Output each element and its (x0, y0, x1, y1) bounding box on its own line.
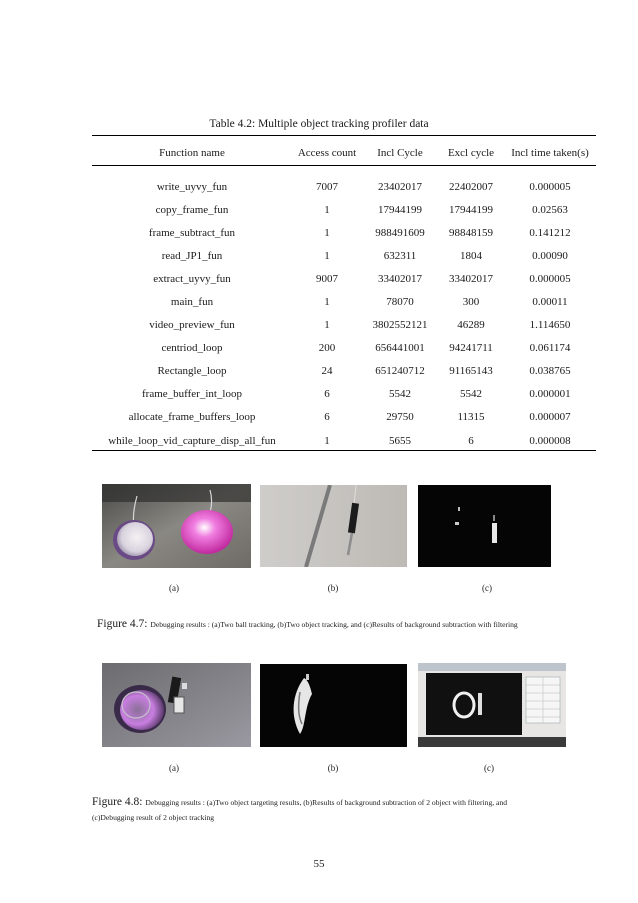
table-cell: 1 (324, 249, 330, 262)
table-row (92, 267, 596, 290)
table-cell: 23402017 (378, 180, 422, 193)
table-row (92, 406, 596, 429)
column-header: Incl time taken(s) (511, 147, 589, 159)
table-cell: 46289 (457, 319, 485, 332)
table-cell: 5542 (460, 388, 482, 401)
profiler-table (92, 141, 596, 452)
table-cell: 0.000008 (529, 434, 571, 447)
table-cell: 94241711 (449, 342, 493, 355)
page-number: 55 (313, 858, 325, 870)
table-cell: 0.00011 (532, 296, 568, 309)
table-cell: while_loop_vid_capture_disp_all_fun (108, 434, 276, 447)
table-cell: write_uyvy_fun (156, 180, 228, 193)
table-cell: 17944199 (378, 203, 422, 216)
table-cell: 6 (324, 388, 330, 401)
figure-4-8-caption-text-line1: Debugging results : (a)Two object targeting results, (b)Results of background subtraction of 2 object with filtering, and (145, 798, 507, 807)
table-cell: 0.141212 (529, 226, 571, 239)
table-cell: 29750 (386, 411, 414, 424)
figure-4-7-caption (97, 617, 597, 631)
table-cell: 0.000001 (529, 388, 571, 401)
table-cell: 0.000007 (529, 411, 571, 424)
table-cell: centriod_loop (161, 342, 223, 355)
table-cell: allocate_frame_buffers_loop (128, 411, 256, 424)
table-cell: 91165143 (449, 365, 493, 378)
table-row (92, 314, 596, 337)
table-cell: 6 (324, 411, 330, 424)
table-cell: 1 (324, 319, 330, 332)
figure-4-8a-label: (a) (169, 763, 179, 773)
table-row (92, 290, 596, 313)
figure-4-7c-image (418, 485, 551, 567)
column-header: Access count (297, 147, 357, 159)
table-cell: 1804 (460, 249, 482, 262)
figure-4-7b-image (260, 485, 407, 567)
table-cell: 33402017 (449, 272, 493, 285)
figure-4-7-caption-text: Debugging results : (a)Two ball tracking, (b)Two object tracking, and (c)Results of background subtraction with filtering (150, 620, 518, 629)
table-cell: 0.000005 (529, 180, 571, 193)
table-cell: 0.061174 (529, 342, 571, 355)
figure-4-8a-image (102, 663, 251, 747)
table-row (92, 198, 596, 221)
table-cell: 78070 (386, 296, 414, 309)
table-cell: 7007 (316, 180, 338, 193)
table-row (92, 429, 596, 452)
table-cell: 300 (462, 296, 480, 309)
column-header: Function name (159, 147, 225, 159)
table-cell: 200 (318, 342, 336, 355)
table-cell: 5655 (389, 434, 411, 447)
table-cell: 651240712 (375, 365, 425, 378)
table-cell: 3802552121 (372, 319, 428, 332)
figure-4-7a-label: (a) (169, 583, 179, 593)
table-cell: 9007 (316, 272, 338, 285)
table-cell: 17944199 (449, 203, 493, 216)
table-row (92, 360, 596, 383)
table-row (92, 383, 596, 406)
table-cell: 22402007 (449, 180, 493, 193)
figure-4-8-caption-text-line2: (c)Debugging result of 2 object tracking (92, 813, 215, 823)
table-row (92, 337, 596, 360)
table-cell: 0.02563 (532, 203, 568, 216)
figure-4-8b-image (260, 664, 407, 747)
table-cell: frame_subtract_fun (148, 226, 236, 239)
table-cell: video_preview_fun (149, 319, 235, 332)
figure-4-8c-label: (c) (484, 763, 494, 773)
figure-4-8c-image (418, 663, 566, 747)
table-row (92, 175, 596, 198)
table-row (92, 244, 596, 267)
table-cell: 0.038765 (529, 365, 571, 378)
column-header: Excl cycle (447, 147, 495, 159)
table-cell: 1.114650 (529, 319, 571, 332)
table-cell: 24 (321, 365, 333, 378)
figure-4-8-caption (92, 795, 622, 823)
table-cell: main_fun (170, 296, 214, 309)
table-cell: Rectangle_loop (157, 365, 227, 378)
table-cell: 6 (468, 434, 474, 447)
table-cell: copy_frame_fun (155, 203, 229, 216)
table-cell: extract_uyvy_fun (153, 272, 231, 285)
figure-4-8b-label: (b) (327, 763, 339, 773)
table-cell: read_JP1_fun (161, 249, 223, 262)
figure-4-7-caption-label: Figure 4.7: (97, 618, 148, 630)
table-cell: 1 (324, 434, 330, 447)
table-cell: 1 (324, 296, 330, 309)
table-cell: 11315 (457, 411, 485, 424)
figure-4-8-caption-label: Figure 4.8: (92, 796, 143, 808)
table-top-rule (92, 135, 596, 136)
table-cell: 632311 (383, 249, 417, 262)
figure-4-7a-image (102, 484, 251, 568)
table-row (92, 221, 596, 244)
table-caption: Table 4.2: Multiple object tracking profiler data (209, 118, 429, 130)
table-cell: 1 (324, 203, 330, 216)
column-header: Incl Cycle (377, 147, 423, 159)
table-cell: 0.000005 (529, 272, 571, 285)
figure-4-7c-label: (c) (482, 583, 492, 593)
table-cell: 656441001 (375, 342, 425, 355)
figure-4-7b-label: (b) (327, 583, 339, 593)
table-header-row (92, 141, 596, 165)
table-cell: 33402017 (378, 272, 422, 285)
table-cell: 988491609 (375, 226, 425, 239)
table-cell: 5542 (389, 388, 411, 401)
table-cell: 98848159 (449, 226, 493, 239)
table-cell: 1 (324, 226, 330, 239)
table-cell: 0.00090 (532, 249, 568, 262)
table-cell: frame_buffer_int_loop (142, 388, 242, 401)
